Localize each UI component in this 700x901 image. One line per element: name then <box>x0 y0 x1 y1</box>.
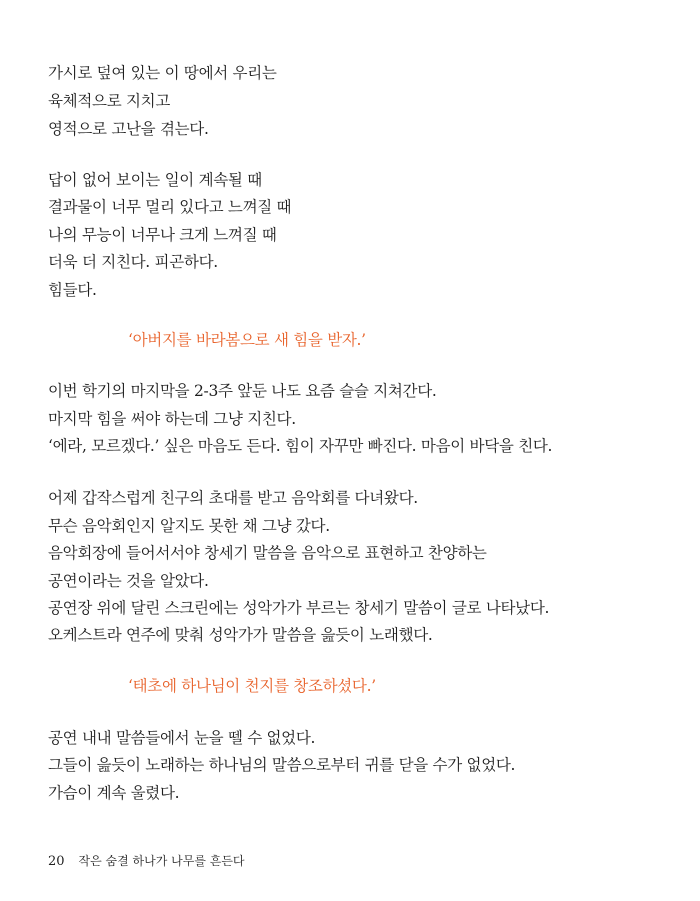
body-line: 공연 내내 말씀들에서 눈을 뗄 수 없었다. <box>48 729 316 747</box>
body-line: 공연이라는 것을 알았다. <box>48 572 209 590</box>
body-line: 무슨 음악회인지 알지도 못한 채 그냥 갔다. <box>48 517 330 535</box>
body-line: 영적으로 고난을 겪는다. <box>48 120 209 138</box>
body-line: 마지막 힘을 써야 하는데 그냥 지친다. <box>48 410 296 428</box>
body-line: 더욱 더 지친다. 피곤하다. <box>48 253 218 271</box>
body-line: 공연장 위에 달린 스크린에는 성악가가 부르는 창세기 말씀이 글로 나타났다. <box>48 599 550 617</box>
body-line: 가시로 덮여 있는 이 땅에서 우리는 <box>48 64 277 82</box>
page-number: 20 <box>48 854 65 869</box>
body-line: 결과물이 너무 멀리 있다고 느껴질 때 <box>48 198 292 216</box>
body-line: 그들이 읊듯이 노래하는 하나님의 말씀으로부터 귀를 닫을 수가 없었다. <box>48 756 516 774</box>
body-line: 이번 학기의 마지막을 2-3주 앞둔 나도 요즘 슬슬 지쳐간다. <box>48 382 437 400</box>
body-line: 오케스트라 연주에 맞춰 성악가가 말씀을 읊듯이 노래했다. <box>48 626 433 644</box>
body-line: 음악회장에 들어서서야 창세기 말씀을 음악으로 표현하고 찬양하는 <box>48 544 487 562</box>
page-footer <box>48 852 245 869</box>
body-line: 어제 갑작스럽게 친구의 초대를 받고 음악회를 다녀왔다. <box>48 489 418 507</box>
body-line: 답이 없어 보이는 일이 계속될 때 <box>48 171 262 189</box>
highlight-quote: ‘아버지를 바라봄으로 새 힘을 받자.’ <box>128 331 366 349</box>
body-line: 가슴이 계속 울렸다. <box>48 784 180 802</box>
highlight-quote: ‘태초에 하나님이 천지를 창조하셨다.’ <box>128 677 376 695</box>
book-title: 작은 숨결 하나가 나무를 흔든다 <box>78 854 245 868</box>
body-line: 나의 무능이 너무나 크게 느껴질 때 <box>48 226 277 244</box>
body-line: 힘들다. <box>48 281 97 299</box>
body-line: ‘에라, 모르겠다.’ 싶은 마음도 든다. 힘이 자꾸만 빠진다. 마음이 바닥을 친다. <box>48 437 553 455</box>
body-line: 육체적으로 지치고 <box>48 92 171 110</box>
